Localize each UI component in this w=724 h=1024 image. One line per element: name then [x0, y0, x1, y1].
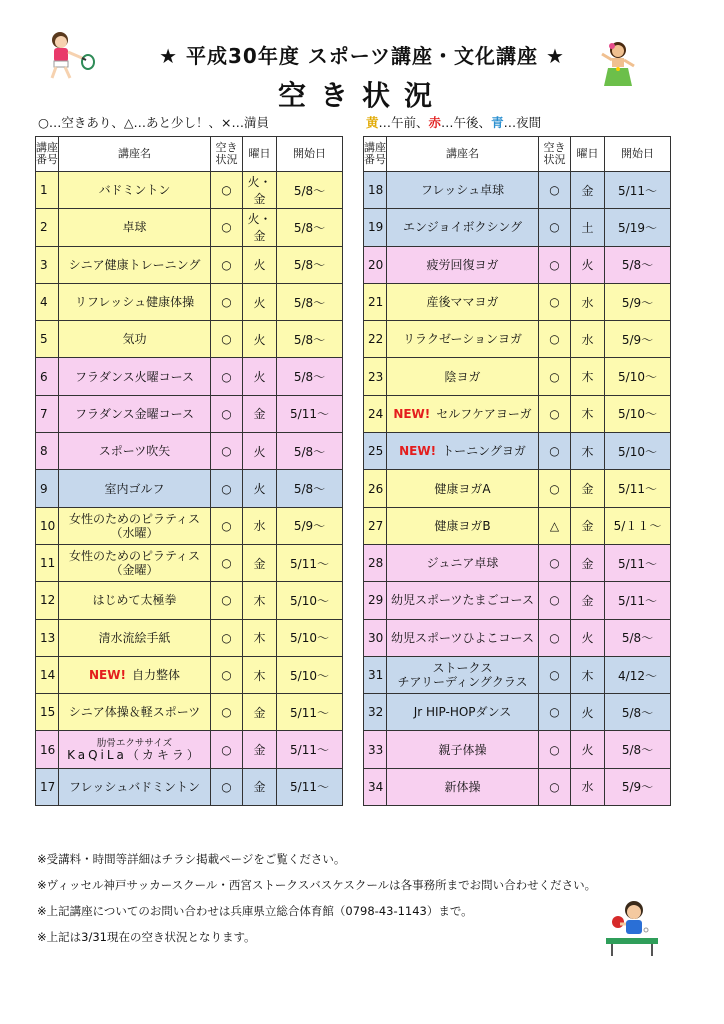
legend-red-text: …午後、	[441, 115, 492, 130]
legend-yellow: 黄	[366, 115, 379, 130]
course-name: フレッシュ卓球	[420, 183, 505, 198]
course-name-cell	[387, 470, 539, 507]
course-start-date: 5/19～	[605, 209, 671, 246]
course-row	[364, 209, 671, 246]
course-name-cell	[59, 619, 211, 656]
course-name-cell	[59, 656, 211, 693]
header-status: 空き状況	[539, 137, 571, 172]
course-day: 金	[243, 694, 277, 731]
course-row	[364, 246, 671, 283]
course-name: 健康ヨガB	[434, 518, 491, 533]
course-day: 木	[571, 656, 605, 693]
course-name-cell	[59, 246, 211, 283]
course-status: ○	[539, 619, 571, 656]
course-row	[36, 209, 343, 246]
course-status: ○	[211, 321, 243, 358]
course-status: △	[539, 507, 571, 544]
course-name: 女性のためのピラティス	[68, 511, 201, 526]
course-name-cell	[387, 283, 539, 320]
course-start-date: 5/10～	[277, 619, 343, 656]
course-name-cell	[387, 172, 539, 209]
course-number: 25	[364, 433, 387, 470]
course-row	[36, 283, 343, 320]
course-table-right	[363, 136, 671, 806]
course-name: バドミントン	[98, 183, 171, 198]
course-row	[364, 619, 671, 656]
table-header-row	[364, 137, 671, 172]
course-name: エンジョイボクシング	[403, 220, 522, 235]
course-name-cell	[59, 544, 211, 581]
course-status: ○	[211, 507, 243, 544]
course-row	[36, 582, 343, 619]
course-name: 清水流絵手紙	[98, 630, 171, 645]
course-status: ○	[539, 321, 571, 358]
course-name: リフレッシュ健康体操	[74, 295, 195, 310]
course-name-cell	[59, 694, 211, 731]
course-status: ○	[539, 582, 571, 619]
course-day: 木	[571, 433, 605, 470]
status-legend: ○…空きあり、△…あと少し！、×…満員	[38, 115, 269, 130]
course-day: 金	[571, 172, 605, 209]
course-name: 自力整体	[131, 668, 180, 682]
course-day: 金	[571, 582, 605, 619]
course-row	[36, 433, 343, 470]
course-name: 陰ヨガ	[444, 369, 481, 384]
course-row	[36, 358, 343, 395]
course-name-cell	[387, 395, 539, 432]
course-day: 木	[243, 619, 277, 656]
course-start-date: 5/11～	[605, 582, 671, 619]
course-name: ジュニア卓球	[426, 556, 499, 571]
table-header-row	[36, 137, 343, 172]
course-number: 19	[364, 209, 387, 246]
course-status: ○	[211, 470, 243, 507]
course-name-cell	[59, 395, 211, 432]
header-num: 講座番号	[36, 137, 59, 172]
page-subtitle: 空き状況	[277, 79, 446, 112]
course-day: 火	[243, 321, 277, 358]
course-row	[364, 656, 671, 693]
course-name-line2: チアリーディングクラス	[397, 675, 528, 689]
course-name-cell	[387, 619, 539, 656]
course-number: 9	[36, 470, 59, 507]
legend-blue: 青	[491, 115, 504, 130]
course-name: はじめて太極拳	[92, 593, 177, 608]
new-badge: NEW!	[393, 406, 431, 421]
course-status: ○	[539, 358, 571, 395]
course-start-date: 5/9～	[277, 507, 343, 544]
course-name: 親子体操	[438, 742, 487, 757]
course-start-date: 5/8～	[605, 619, 671, 656]
course-number: 1	[36, 172, 59, 209]
course-name: KaQiLa（カキラ）	[67, 747, 202, 762]
course-day: 火	[571, 731, 605, 768]
course-status: ○	[211, 544, 243, 581]
course-status: ○	[539, 283, 571, 320]
course-row	[364, 768, 671, 805]
course-name: 女性のためのピラティス	[68, 549, 201, 564]
course-start-date: 5/8～	[277, 433, 343, 470]
course-start-date: 5/10～	[277, 582, 343, 619]
course-name: スポーツ吹矢	[98, 444, 171, 459]
course-day: 火	[243, 358, 277, 395]
course-number: 7	[36, 395, 59, 432]
course-start-date: 5/9～	[605, 768, 671, 805]
course-name-sub: 肋骨エクササイズ	[96, 737, 173, 749]
course-name: 健康ヨガA	[434, 481, 491, 496]
course-start-date: 5/9～	[605, 321, 671, 358]
course-day: 金	[571, 544, 605, 581]
course-name: 気功	[122, 332, 147, 347]
course-name-cell	[59, 731, 211, 768]
course-day: 水	[571, 283, 605, 320]
new-badge: NEW!	[399, 444, 437, 459]
course-name-cell	[59, 209, 211, 246]
legend-yellow-text: …午前、	[378, 115, 429, 130]
course-start-date: 5/11～	[277, 694, 343, 731]
color-legend	[366, 113, 541, 131]
header-start: 開始日	[605, 137, 671, 172]
course-status: ○	[539, 656, 571, 693]
course-row	[36, 321, 343, 358]
course-name-cell	[387, 656, 539, 693]
course-row	[36, 246, 343, 283]
course-number: 17	[36, 768, 59, 805]
course-number: 34	[364, 768, 387, 805]
course-row	[36, 544, 343, 581]
course-row	[36, 731, 343, 768]
course-name: ストークス	[432, 661, 493, 675]
course-start-date: 5/11～	[605, 172, 671, 209]
course-name-cell	[387, 358, 539, 395]
course-status: ○	[211, 731, 243, 768]
course-day: 水	[243, 507, 277, 544]
course-start-date: 5/9～	[605, 283, 671, 320]
course-name-cell	[59, 358, 211, 395]
course-status: ○	[539, 731, 571, 768]
course-day: 火	[571, 619, 605, 656]
course-status: ○	[211, 358, 243, 395]
course-day: 火	[243, 470, 277, 507]
course-number: 28	[364, 544, 387, 581]
note-item: ※上記講座についてのお問い合わせは兵庫県立総合体育館（0798-43-1143）まで。	[37, 904, 473, 918]
legend-blue-text: …夜間	[503, 115, 542, 130]
header-day: 曜日	[571, 137, 605, 172]
table-tennis-boy-icon	[600, 898, 662, 960]
course-day: 金	[243, 395, 277, 432]
course-status: ○	[539, 172, 571, 209]
course-start-date: 5/8～	[605, 246, 671, 283]
course-number: 13	[36, 619, 59, 656]
course-name-line2: （水曜）	[110, 525, 159, 540]
course-start-date: 5/10～	[277, 656, 343, 693]
note-item: ※上記は3/31現在の空き状況となります。	[37, 930, 256, 944]
course-day: 火	[571, 694, 605, 731]
course-number: 22	[364, 321, 387, 358]
course-name-cell	[59, 172, 211, 209]
course-number: 29	[364, 582, 387, 619]
course-name: セルフケアヨーガ	[436, 406, 532, 421]
course-status: ○	[539, 246, 571, 283]
course-start-date: 5/11～	[277, 395, 343, 432]
course-status: ○	[211, 656, 243, 693]
course-day: 土	[571, 209, 605, 246]
course-start-date: 5/8～	[277, 470, 343, 507]
course-start-date: 5/10～	[605, 395, 671, 432]
course-table-left	[35, 136, 343, 806]
course-row	[36, 507, 343, 544]
course-name-cell	[387, 544, 539, 581]
course-name: シニア健康トレーニング	[68, 257, 201, 272]
course-start-date: 5/11～	[277, 544, 343, 581]
course-status: ○	[211, 694, 243, 731]
course-name-cell	[387, 731, 539, 768]
course-number: 11	[36, 544, 59, 581]
course-number: 2	[36, 209, 59, 246]
course-number: 20	[364, 246, 387, 283]
course-name: フラダンス金曜コース	[74, 406, 195, 421]
course-row	[36, 172, 343, 209]
course-row	[364, 582, 671, 619]
course-name-cell	[387, 433, 539, 470]
course-number: 15	[36, 694, 59, 731]
course-status: ○	[211, 395, 243, 432]
course-name: 幼児スポーツひよこコース	[391, 630, 534, 645]
course-start-date: 5/8～	[277, 358, 343, 395]
course-name: 室内ゴルフ	[104, 481, 165, 496]
course-start-date: 5/10～	[605, 433, 671, 470]
course-start-date: 5/8～	[277, 209, 343, 246]
course-number: 18	[364, 172, 387, 209]
course-name-cell	[59, 470, 211, 507]
course-start-date: 5/11～	[277, 731, 343, 768]
course-row	[364, 694, 671, 731]
course-start-date: 5/8～	[277, 246, 343, 283]
course-status: ○	[211, 283, 243, 320]
course-day: 火	[243, 283, 277, 320]
course-name-cell	[59, 283, 211, 320]
course-number: 23	[364, 358, 387, 395]
course-start-date: 5/11～	[605, 544, 671, 581]
course-day: 金	[243, 731, 277, 768]
course-number: 21	[364, 283, 387, 320]
course-name-cell	[59, 582, 211, 619]
course-start-date: 4/12～	[605, 656, 671, 693]
header-status: 空き状況	[211, 137, 243, 172]
course-start-date: 5/8～	[605, 694, 671, 731]
course-day: 火・金	[243, 172, 277, 209]
course-row	[36, 470, 343, 507]
course-name: Jr HIP-HOPダンス	[413, 705, 512, 720]
course-day: 木	[243, 656, 277, 693]
course-status: ○	[539, 470, 571, 507]
course-name: 産後ママヨガ	[426, 295, 499, 310]
course-status: ○	[211, 209, 243, 246]
course-day: 金	[571, 470, 605, 507]
course-number: 12	[36, 582, 59, 619]
course-name-cell	[59, 321, 211, 358]
course-number: 10	[36, 507, 59, 544]
course-day: 火	[243, 246, 277, 283]
course-start-date: 5/8～	[277, 172, 343, 209]
course-row	[364, 470, 671, 507]
course-name-cell	[387, 507, 539, 544]
course-number: 26	[364, 470, 387, 507]
course-row	[36, 694, 343, 731]
course-day: 金	[243, 544, 277, 581]
course-day: 木	[243, 582, 277, 619]
course-name-cell	[387, 246, 539, 283]
course-status: ○	[539, 209, 571, 246]
course-number: 6	[36, 358, 59, 395]
course-name-cell	[59, 507, 211, 544]
course-status: ○	[211, 172, 243, 209]
course-day: 火	[571, 246, 605, 283]
course-row	[364, 544, 671, 581]
course-status: ○	[539, 694, 571, 731]
header-num: 講座番号	[364, 137, 387, 172]
course-status: ○	[211, 619, 243, 656]
course-start-date: 5/8～	[277, 321, 343, 358]
course-start-date: 5/１１～	[605, 507, 671, 544]
course-row	[36, 768, 343, 805]
course-name: シニア体操＆軽スポーツ	[68, 705, 201, 720]
course-start-date: 5/11～	[605, 470, 671, 507]
notes	[37, 846, 596, 950]
legend-red: 赤	[428, 115, 442, 130]
course-row	[364, 395, 671, 432]
course-start-date: 5/11～	[277, 768, 343, 805]
header-name: 講座名	[387, 137, 539, 172]
course-row	[36, 395, 343, 432]
course-status: ○	[211, 433, 243, 470]
course-row	[36, 619, 343, 656]
course-name: フラダンス火曜コース	[74, 369, 195, 384]
course-name: 幼児スポーツたまごコース	[391, 593, 534, 608]
course-name-cell	[59, 433, 211, 470]
course-number: 16	[36, 731, 59, 768]
course-day: 水	[571, 768, 605, 805]
course-row	[364, 283, 671, 320]
new-badge: NEW!	[89, 668, 126, 682]
header-start: 開始日	[277, 137, 343, 172]
course-name: 疲労回復ヨガ	[426, 257, 499, 272]
course-name-cell	[387, 582, 539, 619]
course-row	[36, 656, 343, 693]
course-start-date: 5/8～	[605, 731, 671, 768]
course-day: 金	[571, 507, 605, 544]
course-row	[364, 321, 671, 358]
course-name: トーニングヨガ	[442, 444, 526, 459]
course-name: リラクゼーションヨガ	[402, 332, 523, 347]
course-number: 5	[36, 321, 59, 358]
course-name-line2: （金曜）	[110, 563, 159, 578]
course-day: 水	[571, 321, 605, 358]
course-number: 24	[364, 395, 387, 432]
course-name-cell	[387, 694, 539, 731]
course-name-cell	[387, 209, 539, 246]
course-day: 木	[571, 395, 605, 432]
course-day: 木	[571, 358, 605, 395]
course-number: 3	[36, 246, 59, 283]
course-name: 新体操	[444, 779, 481, 794]
course-name: フレッシュバドミントン	[69, 779, 200, 794]
note-item: ※ヴィッセル神戸サッカースクール・西宮ストークスバスケスクールは各事務所までお問い合わせください。	[37, 878, 597, 892]
header-name: 講座名	[59, 137, 211, 172]
course-number: 31	[364, 656, 387, 693]
note-item: ※受講料・時間等詳細はチラシ掲載ページをご覧ください。	[37, 852, 346, 866]
course-day: 火・金	[243, 209, 277, 246]
course-status: ○	[539, 433, 571, 470]
course-status: ○	[539, 395, 571, 432]
course-day: 火	[243, 433, 277, 470]
course-row	[364, 507, 671, 544]
course-number: 32	[364, 694, 387, 731]
header-day: 曜日	[243, 137, 277, 172]
course-name-cell	[387, 768, 539, 805]
course-name-cell	[387, 321, 539, 358]
course-number: 4	[36, 283, 59, 320]
course-status: ○	[539, 768, 571, 805]
course-status: ○	[211, 768, 243, 805]
page-title: ★ 平成30年度 スポーツ講座・文化講座 ★	[159, 44, 565, 68]
course-name: 卓球	[122, 220, 147, 235]
course-start-date: 5/8～	[277, 283, 343, 320]
course-day: 金	[243, 768, 277, 805]
course-row	[364, 731, 671, 768]
course-number: 8	[36, 433, 59, 470]
course-row	[364, 433, 671, 470]
course-status: ○	[211, 582, 243, 619]
course-name-cell	[59, 768, 211, 805]
course-start-date: 5/10～	[605, 358, 671, 395]
course-status: ○	[211, 246, 243, 283]
course-row	[364, 358, 671, 395]
course-number: 30	[364, 619, 387, 656]
course-row	[364, 172, 671, 209]
course-status: ○	[539, 544, 571, 581]
course-number: 27	[364, 507, 387, 544]
course-number: 33	[364, 731, 387, 768]
course-number: 14	[36, 656, 59, 693]
